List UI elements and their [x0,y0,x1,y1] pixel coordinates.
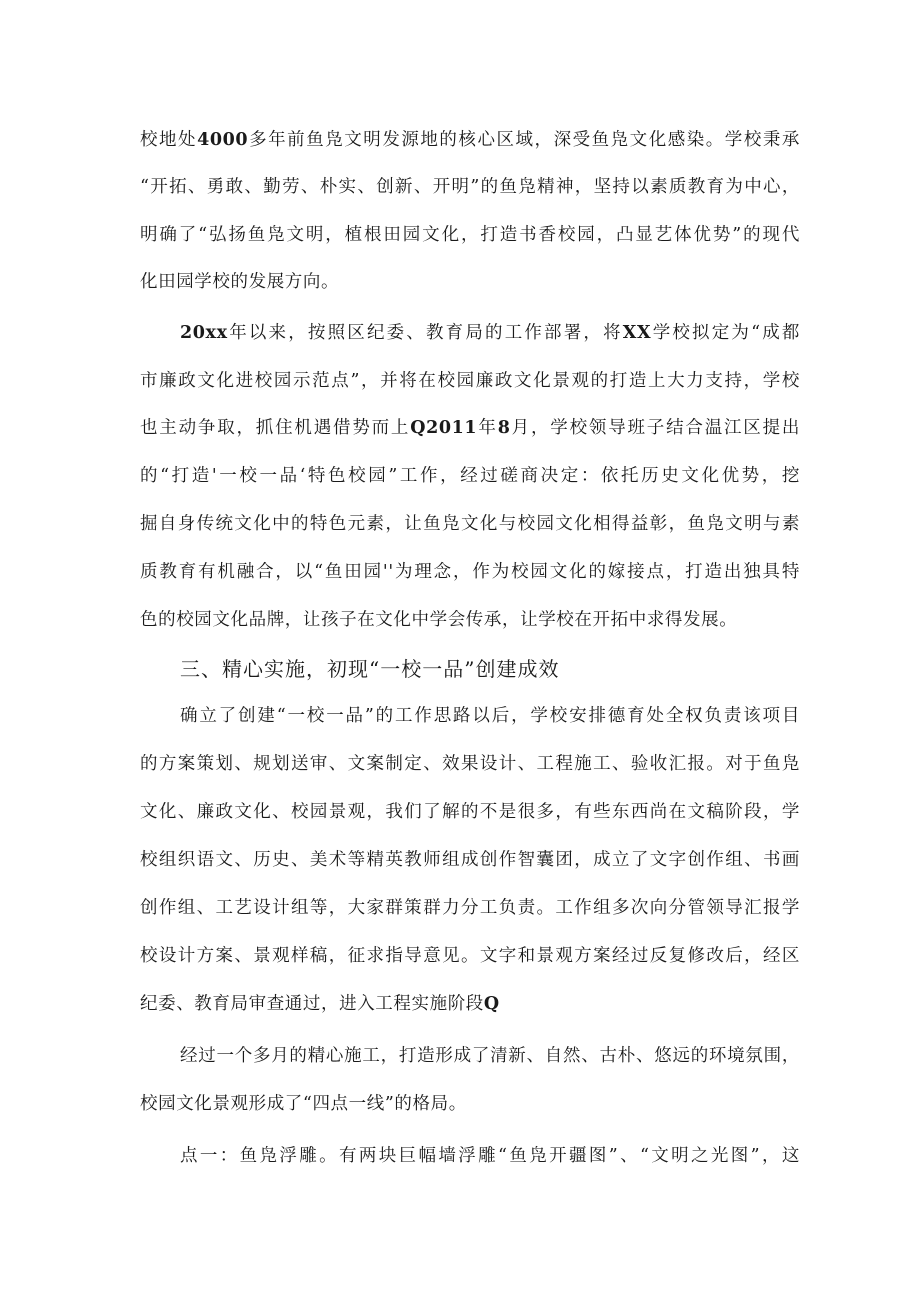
paragraph-4-line-2: 校园文化景观形成了“四点一线”的格局。 [140,1094,467,1114]
paragraph-1-line-1: 校地处4000多年前鱼凫文明发源地的核心区域，深受鱼凫文化感染。学校秉承 [140,130,800,150]
paragraph-3-line-2: 的方案策划、规划送审、文案制定、效果设计、工程施工、验收汇报。对于鱼凫 [140,754,800,774]
paragraph-1-line-4: 化田园学校的发展方向。 [140,272,340,292]
paragraph-3-line-1: 确立了创建“一校一品”的工作思路以后，学校安排德育处全权负责该项目 [180,706,800,726]
paragraph-3-line-6: 校设计方案、景观样稿，征求指导意见。文字和景观方案经过反复修改后，经区 [140,946,800,966]
section-heading: 三、精心实施，初现“一校一品”创建成效 [180,657,560,681]
paragraph-2-line-1: 20xx年以来，按照区纪委、教育局的工作部署，将XX学校拟定为“成都 [180,323,800,343]
paragraph-1-line-3: 明确了“弘扬鱼凫文明，植根田园文化，打造书香校园，凸显艺体优势”的现代 [140,225,800,245]
paragraph-4-line-1: 经过一个多月的精心施工，打造形成了清新、自然、古朴、悠远的环境氛围， [180,1046,800,1066]
paragraph-2-line-2: 市廉政文化进校园示范点”，并将在校园廉政文化景观的打造上大力支持，学校 [140,371,800,391]
paragraph-2-line-4: 的“打造'一校一品‘特色校园”工作，经过磋商决定：依托历史文化优势，挖 [140,466,800,486]
paragraph-5-line-1: 点一：鱼凫浮雕。有两块巨幅墙浮雕“鱼凫开疆图”、“文明之光图”，这 [180,1146,800,1166]
paragraph-2-line-6: 质教育有机融合，以“鱼田园''为理念，作为校园文化的嫁接点，打造出独具特 [140,562,800,582]
paragraph-2-line-3: 也主动争取，抓住机遇借势而上Q2011年8月，学校领导班子结合温江区提出 [140,418,801,438]
paragraph-2-line-7: 色的校园文化品牌，让孩子在文化中学会传承，让学校在开拓中求得发展。 [140,610,738,630]
paragraph-3-line-7: 纪委、教育局审查通过，进入工程实施阶段Q [140,994,500,1014]
paragraph-2-line-5: 掘自身传统文化中的特色元素，让鱼凫文化与校园文化相得益彰，鱼凫文明与素 [140,514,800,534]
paragraph-1-line-2: “开拓、勇敢、勤劳、朴实、创新、开明”的鱼凫精神，坚持以素质教育为中心， [140,177,800,197]
paragraph-3-line-3: 文化、廉政文化、校园景观，我们了解的不是很多，有些东西尚在文稿阶段，学 [140,802,800,822]
paragraph-3-line-5: 创作组、工艺设计组等，大家群策群力分工负责。工作组多次向分管领导汇报学 [140,898,800,918]
paragraph-3-line-4: 校组织语文、历史、美术等精英教师组成创作智囊团，成立了文字创作组、书画 [140,850,800,870]
